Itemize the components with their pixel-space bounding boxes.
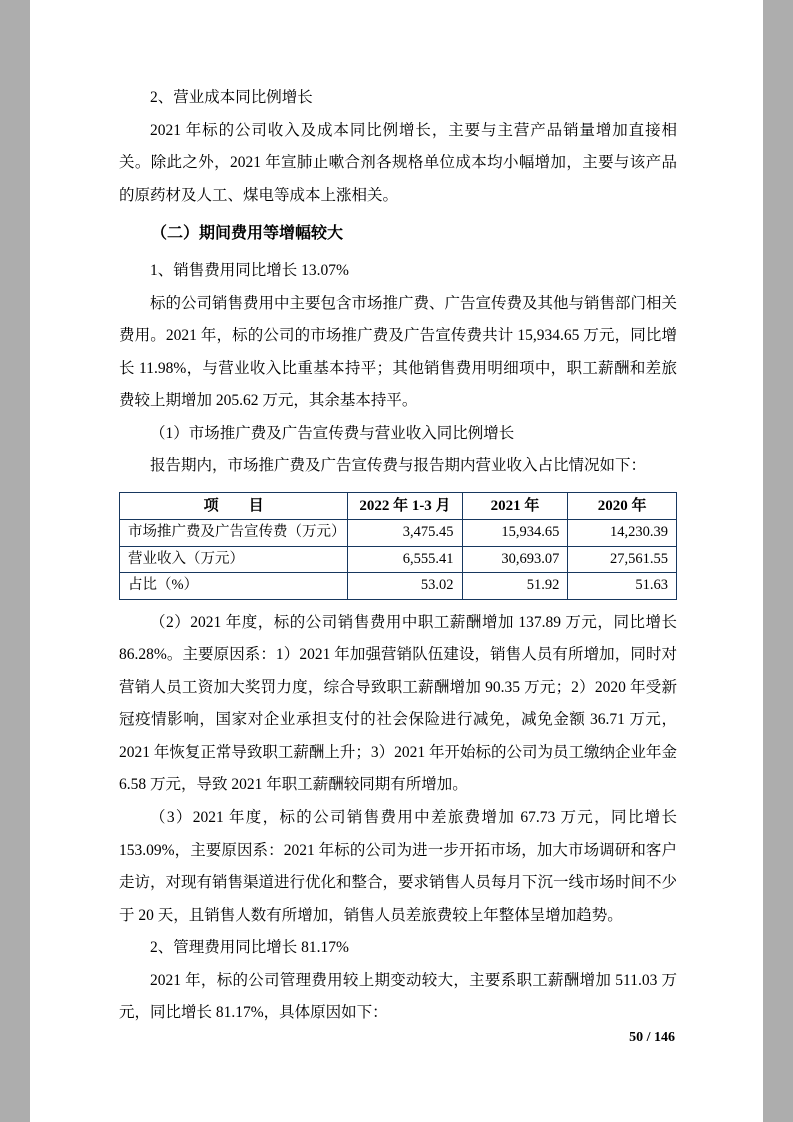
revenue-2020: 27,561.55 <box>568 546 677 573</box>
ratio-2021: 51.92 <box>462 573 568 600</box>
ratio-2022q1: 53.02 <box>348 573 462 600</box>
table-header-2021: 2021 年 <box>462 492 568 519</box>
paragraph-cost-growth: 2021 年标的公司收入及成本同比例增长，主要与主营产品销量增加直接相关。除此之外，2021 年宣肺止嗽合剂各规格单位成本均小幅增加，主要与该产品的原药材及人工、煤电等成本上涨相关。 <box>119 121 677 204</box>
section-heading-period-expenses: （二）期间费用等增幅较大 <box>151 225 344 243</box>
subheading-sales-expense: 1、销售费用同比增长 13.07% <box>150 261 349 279</box>
row-label-ratio: 占比（%） <box>120 573 348 600</box>
row-label-promo-fee: 市场推广费及广告宣传费（万元） <box>120 520 348 547</box>
table-row-ratio <box>120 573 677 600</box>
promo-fee-2022q1: 3,475.45 <box>348 520 462 547</box>
promo-fee-revenue-table <box>119 492 677 600</box>
paragraph-salary-increase: （2）2021 年度，标的公司销售费用中职工薪酬增加 137.89 万元，同比增长 86.28%。主要原因系：1）2021 年加强营销队伍建设，销售人员有所增加，同时对营销人员工资加大奖罚力度，综合导致职工薪酬增加 90.35 万元；2）2020 年受新冠疫情影响，国家对企业承担支付的社会保险进行减免，减免金额 36.71 万元，2021 年恢复正常导致职工薪酬上升；3）2021 年开始标的公司为员工缴纳企业年金 6.58 万元，导致 2021 年职工薪酬较同期有所增加。 <box>119 613 678 794</box>
paragraph-table-intro: 报告期内，市场推广费及广告宣传费与报告期内营业收入占比情况如下： <box>150 457 647 475</box>
paragraph-sales-expense: 标的公司销售费用中主要包含市场推广费、广告宣传费及其他与销售部门相关费用。2021 年，标的公司的市场推广费及广告宣传费共计 15,934.65 万元，同比增长 11.98%，与营业收入比重基本持平；其他销售费用明细项中，职工薪酬和差旅费较上期增加 205.62 万元，其余基本持平。 <box>119 294 678 410</box>
document-page <box>30 0 763 1122</box>
table-header-2022q1: 2022 年 1-3 月 <box>348 492 462 519</box>
table-header-2020: 2020 年 <box>568 492 677 519</box>
paragraph-travel-expense: （3）2021 年度，标的公司销售费用中差旅费增加 67.73 万元，同比增长 153.09%，主要原因系：2021 年标的公司为进一步开拓市场，加大市场调研和客户走访，对现有销售渠道进行优化和整合，要求销售人员每月下沉一线市场时间不少于 20 天，且销售人数有所增加，销售人员差旅费较上年整体呈增加趋势。 <box>119 809 678 924</box>
promo-fee-2020: 14,230.39 <box>568 520 677 547</box>
page-number: 50 / 146 <box>629 1030 675 1045</box>
table-header-row <box>120 492 677 519</box>
row-label-revenue: 营业收入（万元） <box>120 546 348 573</box>
paragraph-admin-expense: 2021 年，标的公司管理费用较上期变动较大，主要系职工薪酬增加 511.03 万元，同比增长 81.17%，具体原因如下： <box>119 971 677 1022</box>
subheading-cost-growth: 2、营业成本同比例增长 <box>150 89 313 106</box>
table-header-item: 项 目 <box>120 492 348 519</box>
revenue-2022q1: 6,555.41 <box>348 546 462 573</box>
ratio-2020: 51.63 <box>568 573 677 600</box>
revenue-2021: 30,693.07 <box>462 546 568 573</box>
promo-fee-2021: 15,934.65 <box>462 520 568 547</box>
subheading-admin-expense: 2、管理费用同比增长 81.17% <box>150 939 349 957</box>
table-row-promo-fee <box>120 520 677 547</box>
subheading-promo-fee: （1）市场推广费及广告宣传费与营业收入同比例增长 <box>150 424 515 442</box>
table-row-revenue <box>120 546 677 573</box>
